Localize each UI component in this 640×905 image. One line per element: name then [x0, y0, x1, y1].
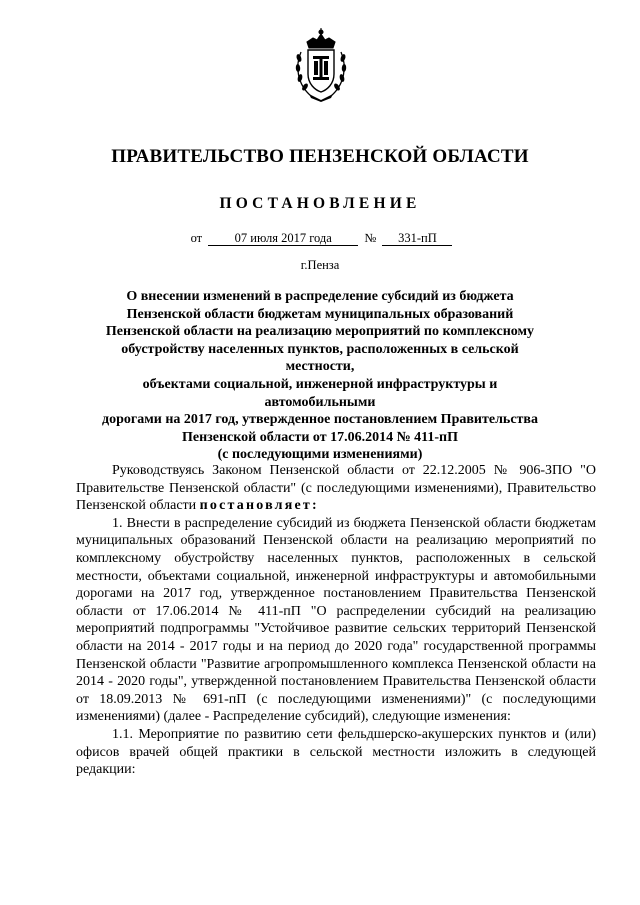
preamble-text: Руководствуясь Законом Пензенской области от 22.12.2005 № 906-ЗПО "О Правительстве Пензенской области" (с последующими изменениями), Правительство Пензенской области: [76, 463, 596, 514]
title-line: обустройству населенных пунктов, расположенных в сельской местности,: [121, 341, 519, 375]
date-prefix: от: [190, 231, 203, 245]
document-title: [100, 288, 540, 464]
title-line: Пензенской области от 17.06.2014 № 411-пП: [181, 429, 458, 445]
coat-of-arms-emblem: [291, 28, 351, 102]
paragraph-item-1-1: 1.1. Мероприятие по развитию сети фельдшерско-акушерских пунктов и (или) офисов врачей общей практики в сельской местности изложить в следующей редакции:: [76, 726, 596, 778]
organization-name: ПРАВИТЕЛЬСТВО ПЕНЗЕНСКОЙ ОБЛАСТИ: [111, 146, 529, 167]
paragraph-preamble: [76, 462, 596, 515]
document-body: [76, 462, 596, 779]
document-number: 331-пП: [382, 232, 452, 246]
date-number-line: [0, 231, 640, 246]
document-type: ПОСТАНОВЛЕНИЕ: [219, 195, 421, 212]
title-line: объектами социальной, инженерной инфраструктуры и автомобильными: [142, 376, 498, 410]
resolution-keyword: постановляет:: [199, 498, 319, 514]
title-line: Пензенской области бюджетам муниципальных образований: [126, 306, 514, 322]
number-prefix: №: [364, 231, 377, 245]
document-date: 07 июля 2017 года: [208, 232, 358, 246]
paragraph-item-1: 1. Внести в распределение субсидий из бюджета Пензенской области бюджетам муниципальных образований Пензенской области на реализацию мероприятий по комплексному обустройству населенных пунктов, расположенных в сельской местности, объектами социальной, инженерной инфраструктуры и автомобильными дорогами на 2017 год, утвержденное постановлением Правительства Пензенской области от 17.06.2014 № 411-пП "О распределении субсидий на реализацию мероприятий подпрограммы "Устойчивое развитие сельских территорий Пензенской области на 2014 - 2017 годы и на период до 2020 года" государственной программы Пензенской области "Развитие агропромышленного комплекса Пензенской области на 2014 - 2020 годы", утвержденной постановлением Правительства Пензенской области от 18.09.2013 № 691-пП (с последующими изменениями)" (с последующими изменениями) (далее - Распределение субсидий), следующие изменения:: [76, 515, 596, 725]
title-line: дорогами на 2017 год, утвержденное постановлением Правительства: [102, 412, 538, 428]
title-line: (с последующими изменениями): [217, 447, 423, 463]
title-line: О внесении изменений в распределение субсидий из бюджета: [126, 289, 514, 304]
title-line: Пензенской области на реализацию мероприятий по комплексному: [105, 324, 535, 340]
document-city: г.Пенза: [300, 258, 340, 272]
